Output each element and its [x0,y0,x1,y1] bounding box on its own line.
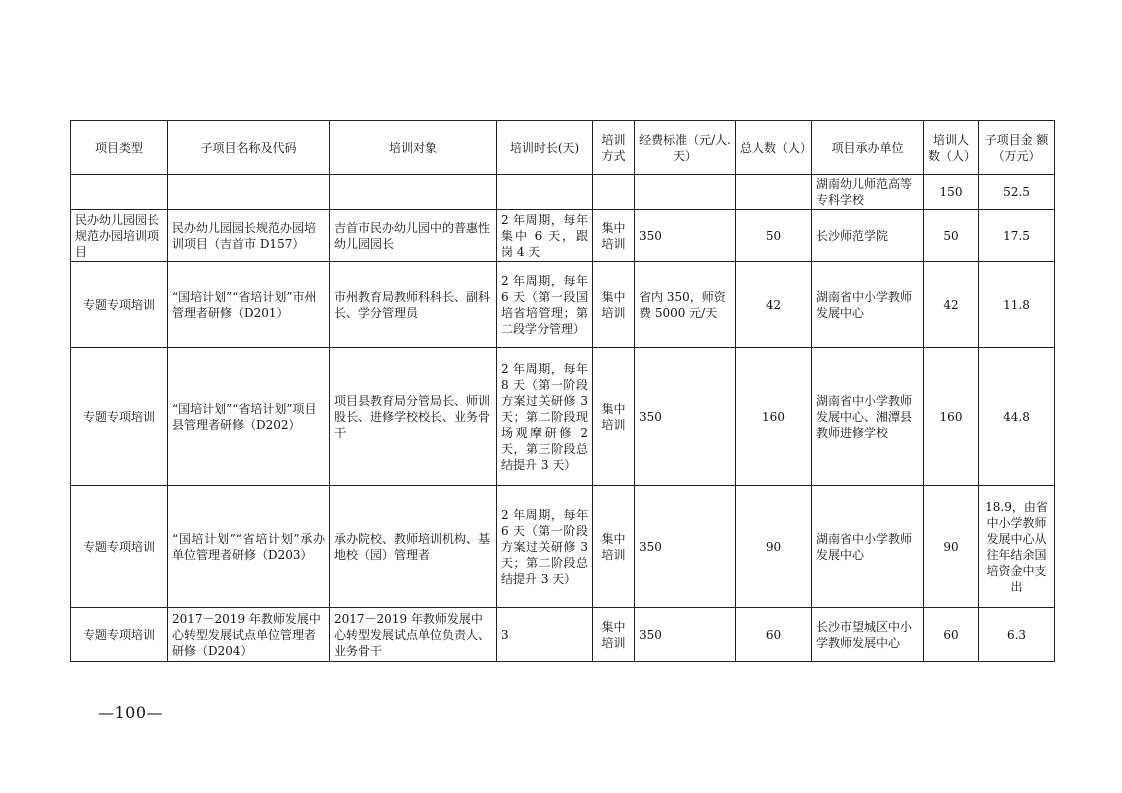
cell-unit: 长沙师范学院 [812,210,924,262]
cell-name: 民办幼儿园园长规范办园培训项目（吉首市 D157） [168,210,330,262]
cell-unit: 湖南省中小学教师发展中心、湘潭县教师进修学校 [812,348,924,486]
cell-count: 150 [924,175,979,210]
cell-total: 42 [736,262,812,348]
cell-method [593,175,635,210]
header-fee: 经费标准（元/人.天） [635,121,736,175]
header-amount: 子项目金 额（万元） [979,121,1055,175]
cell-type [71,175,168,210]
cell-fee: 350 [635,608,736,662]
header-duration: 培训时长(天) [497,121,593,175]
cell-name: “国培计划”“省培计划”承办单位管理者研修（D203） [168,486,330,608]
cell-type: 民办幼儿园园长规范办园培训项目 [71,210,168,262]
cell-fee [635,175,736,210]
cell-unit: 长沙市望城区中小学教师发展中心 [812,608,924,662]
cell-method: 集中培训 [593,608,635,662]
cell-total: 60 [736,608,812,662]
header-name: 子项目名称及代码 [168,121,330,175]
header-total: 总人数（人） [736,121,812,175]
cell-total [736,175,812,210]
cell-type: 专题专项培训 [71,348,168,486]
table-row [71,608,1055,662]
cell-method: 集中培训 [593,210,635,262]
cell-target: 市州教育局教师科科长、副科长、学分管理员 [330,262,497,348]
cell-count: 160 [924,348,979,486]
cell-type: 专题专项培训 [71,608,168,662]
cell-target: 承办院校、教师培训机构、基地校（园）管理者 [330,486,497,608]
cell-method: 集中培训 [593,348,635,486]
table-row [71,175,1055,210]
cell-count: 42 [924,262,979,348]
header-count: 培训人数（人） [924,121,979,175]
cell-method: 集中培训 [593,486,635,608]
cell-target [330,175,497,210]
cell-name [168,175,330,210]
cell-total: 90 [736,486,812,608]
training-projects-table [70,120,1055,662]
table-row [71,262,1055,348]
cell-amount: 44.8 [979,348,1055,486]
header-target: 培训对象 [330,121,497,175]
header-method: 培训方式 [593,121,635,175]
cell-amount: 6.3 [979,608,1055,662]
cell-duration [497,175,593,210]
cell-duration: 3 [497,608,593,662]
cell-unit: 湖南省中小学教师发展中心 [812,486,924,608]
cell-total: 160 [736,348,812,486]
cell-duration: 2 年周期，每年集中 6 天，跟岗 4 天 [497,210,593,262]
cell-amount: 11.8 [979,262,1055,348]
cell-method: 集中培训 [593,262,635,348]
header-unit: 项目承办单位 [812,121,924,175]
cell-fee: 350 [635,348,736,486]
cell-type: 专题专项培训 [71,486,168,608]
cell-name: “国培计划”“省培计划”项目县管理者研修（D202） [168,348,330,486]
cell-total: 50 [736,210,812,262]
table-row [71,486,1055,608]
cell-count: 90 [924,486,979,608]
cell-amount: 52.5 [979,175,1055,210]
cell-amount: 17.5 [979,210,1055,262]
cell-target: 2017－2019 年教师发展中心转型发展试点单位负责人、业务骨干 [330,608,497,662]
cell-target: 吉首市民办幼儿园中的普惠性幼儿园园长 [330,210,497,262]
cell-name: “国培计划”“省培计划”市州管理者研修（D201） [168,262,330,348]
header-type: 项目类型 [71,121,168,175]
cell-count: 60 [924,608,979,662]
cell-duration: 2 年周期，每年 6 天（第一阶段方案过关研修 3 天；第二阶段总结提升 3 天） [497,486,593,608]
cell-fee: 350 [635,486,736,608]
cell-unit: 湖南幼儿师范高等专科学校 [812,175,924,210]
header-row [71,121,1055,175]
cell-amount: 18.9，由省中小学教师发展中心从往年结余国培资金中支出 [979,486,1055,608]
cell-unit: 湖南省中小学教师发展中心 [812,262,924,348]
cell-name: 2017－2019 年教师发展中心转型发展试点单位管理者研修（D204） [168,608,330,662]
table-row [71,210,1055,262]
cell-fee: 省内 350，师资费 5000 元/天 [635,262,736,348]
cell-target: 项目县教育局分管局长、师训股长、进修学校校长、业务骨干 [330,348,497,486]
cell-type: 专题专项培训 [71,262,168,348]
table-row [71,348,1055,486]
cell-duration: 2 年周期，每年 6 天（第一段国培省培管理；第二段学分管理） [497,262,593,348]
cell-duration: 2 年周期，每年 8 天（第一阶段方案过关研修 3 天；第二阶段现场观摩研修 2 天，第三阶段总结提升 3 天） [497,348,593,486]
cell-fee: 350 [635,210,736,262]
page-number: —100— [98,703,164,722]
cell-count: 50 [924,210,979,262]
